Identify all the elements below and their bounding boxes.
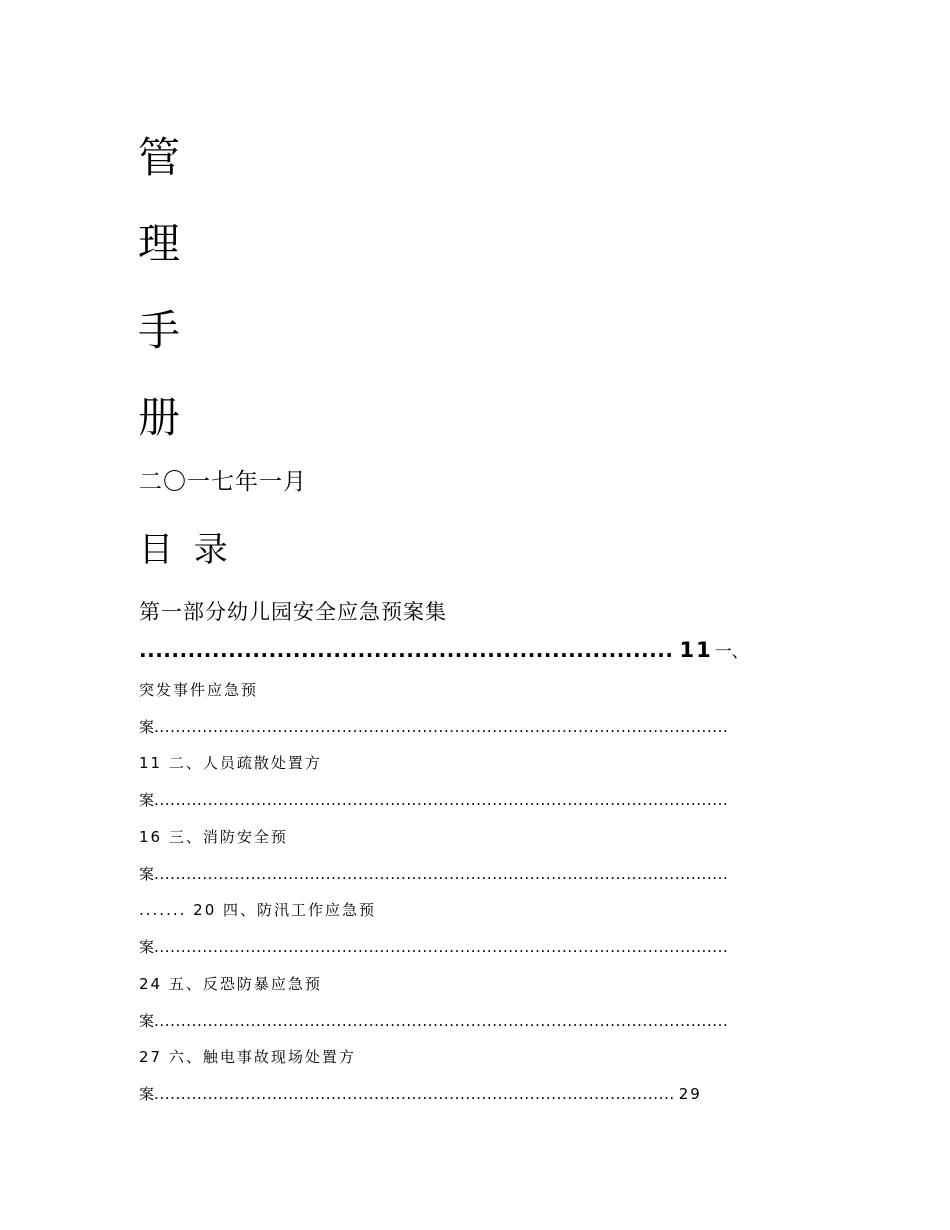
toc-dot-row: [139, 715, 807, 739]
toc-heading: 目 录: [139, 530, 228, 570]
toc-entry-line: 11 二、人员疏散处置方: [139, 754, 322, 772]
toc-entry-line: 27 六、触电事故现场处置方: [139, 1048, 356, 1066]
toc-row-prefix: 案: [139, 1012, 155, 1030]
toc-dot-row: [139, 862, 807, 886]
toc-entry-line: 突发事件应急预: [139, 681, 259, 699]
part-dots: ..................................................................: [139, 638, 674, 662]
toc-entry-line: ....... 20 四、防汛工作应急预: [139, 901, 377, 919]
toc-row-dots: ...........................................................................................................: [154, 718, 729, 736]
toc-row-dots: ...........................................................................................................: [154, 791, 729, 809]
toc-entry-line: 24 五、反恐防暴应急预: [139, 975, 322, 993]
toc-row-dots: ...........................................................................................................: [154, 865, 729, 883]
title-char-li: 理: [138, 219, 181, 268]
toc-row-dots: ...........................................................................................................: [154, 938, 729, 956]
toc-entry-line: 16 三、消防安全预: [139, 828, 288, 846]
toc-dot-row: [139, 788, 807, 812]
title-char-ce: 册: [138, 393, 181, 442]
part-tail-text: 一、: [714, 642, 749, 662]
toc-row-prefix: 案: [139, 938, 155, 956]
toc-row-prefix: 案: [139, 791, 155, 809]
toc-row-dots: .................................................................................................: [154, 1085, 675, 1103]
part-title: 第一部分幼儿园安全应急预案集: [139, 600, 447, 624]
toc-dot-row: [139, 1082, 799, 1106]
part-dot-leader-line: [139, 634, 819, 668]
toc-row-prefix: 案: [139, 1085, 155, 1103]
title-char-shou: 手: [138, 306, 181, 355]
toc-row-dots: ...........................................................................................................: [154, 1012, 729, 1030]
toc-row-page-number: 29: [678, 1085, 702, 1103]
toc-row-prefix: 案: [139, 718, 155, 736]
part-page-number: 11: [679, 638, 713, 662]
toc-row-prefix: 案: [139, 865, 155, 883]
toc-dot-row: [139, 935, 807, 959]
title-char-guan: 管: [138, 133, 181, 182]
document-date: 二〇一七年一月: [139, 469, 307, 495]
toc-dot-row: [139, 1009, 807, 1033]
